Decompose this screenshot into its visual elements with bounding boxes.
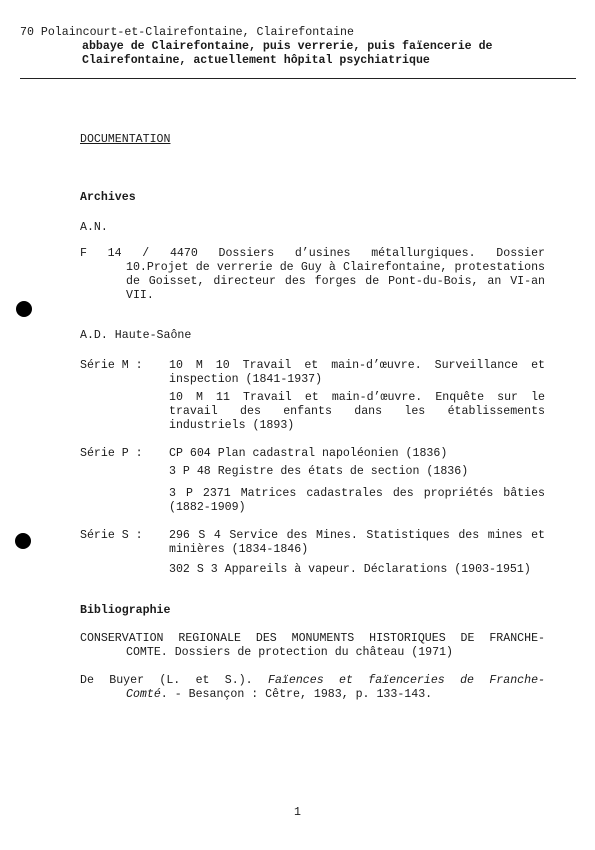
bibliographie-heading: Bibliographie bbox=[80, 604, 171, 617]
archives-an-label: A.N. bbox=[80, 221, 108, 234]
serie-s-entry-1: 296 S 4 Service des Mines. Statistiques des mines et minières (1834-1846) bbox=[169, 529, 545, 556]
header-location: 70 Polaincourt-et-Clairefontaine, Clairefontaine bbox=[20, 26, 354, 39]
bibliography-item-2-title-a: Faïences et faïenceries de Franche- bbox=[268, 674, 546, 687]
serie-m-label: Série M : bbox=[80, 359, 143, 372]
bibliography-item-1 bbox=[80, 632, 545, 660]
punch-hole-bottom bbox=[15, 533, 31, 549]
bibliography-item-1-line1: CONSERVATION REGIONALE DES MONUMENTS HISTORIQUES DE FRANCHE- bbox=[80, 632, 545, 645]
punch-hole-top bbox=[16, 301, 32, 317]
archives-an-entry-continuation: 10.Projet de verrerie de Guy à Clairefontaine, protestations de Goisset, directeur des forges de Pont-du-Bois, an VI-an VII. bbox=[126, 261, 545, 302]
bibliography-item-2-author: De Buyer (L. et S.). bbox=[80, 674, 253, 687]
bibliography-item-1-line2: COMTE. Dossiers de protection du château (1971) bbox=[126, 646, 453, 659]
section-title: DOCUMENTATION bbox=[80, 133, 171, 146]
bibliography-item-2-publisher: . - Besançon : Cêtre, 1983, p. 133-143. bbox=[160, 688, 433, 701]
bibliography-item-2-line2 bbox=[80, 688, 545, 702]
serie-s-label: Série S : bbox=[80, 529, 143, 542]
archives-heading: Archives bbox=[80, 191, 136, 204]
page-number: 1 bbox=[294, 806, 301, 819]
header-subject-line2: Clairefontaine, actuellement hôpital psychiatrique bbox=[82, 54, 430, 67]
bibliography-item-2-title-b: Comté bbox=[126, 688, 161, 701]
serie-s-entry-2: 302 S 3 Appareils à vapeur. Déclarations (1903-1951) bbox=[169, 563, 531, 576]
serie-p-entry-3: 3 P 2371 Matrices cadastrales des propriétés bâties (1882-1909) bbox=[169, 487, 545, 514]
serie-m-entry-1: 10 M 10 Travail et main-d’œuvre. Surveillance et inspection (1841-1937) bbox=[169, 359, 545, 386]
header-subject-line1: abbaye de Clairefontaine, puis verrerie, puis faïencerie de bbox=[82, 40, 493, 53]
serie-m-entry-2: 10 M 11 Travail et main-d’œuvre. Enquête sur le travail des enfants dans les établissements industriels (1893) bbox=[169, 391, 545, 432]
bibliography-item-2-line1 bbox=[80, 674, 545, 688]
serie-p-label: Série P : bbox=[80, 447, 143, 460]
archives-ad-label: A.D. Haute-Saône bbox=[80, 329, 192, 342]
serie-p-entry-1: CP 604 Plan cadastral napoléonien (1836) bbox=[169, 447, 448, 460]
archives-an-entry-first-line: F 14 / 4470 Dossiers d’usines métallurgiques. Dossier bbox=[80, 247, 545, 260]
bibliography-item-2 bbox=[80, 674, 545, 702]
header-rule bbox=[20, 78, 576, 79]
serie-p-entry-2: 3 P 48 Registre des états de section (1836) bbox=[169, 465, 469, 478]
